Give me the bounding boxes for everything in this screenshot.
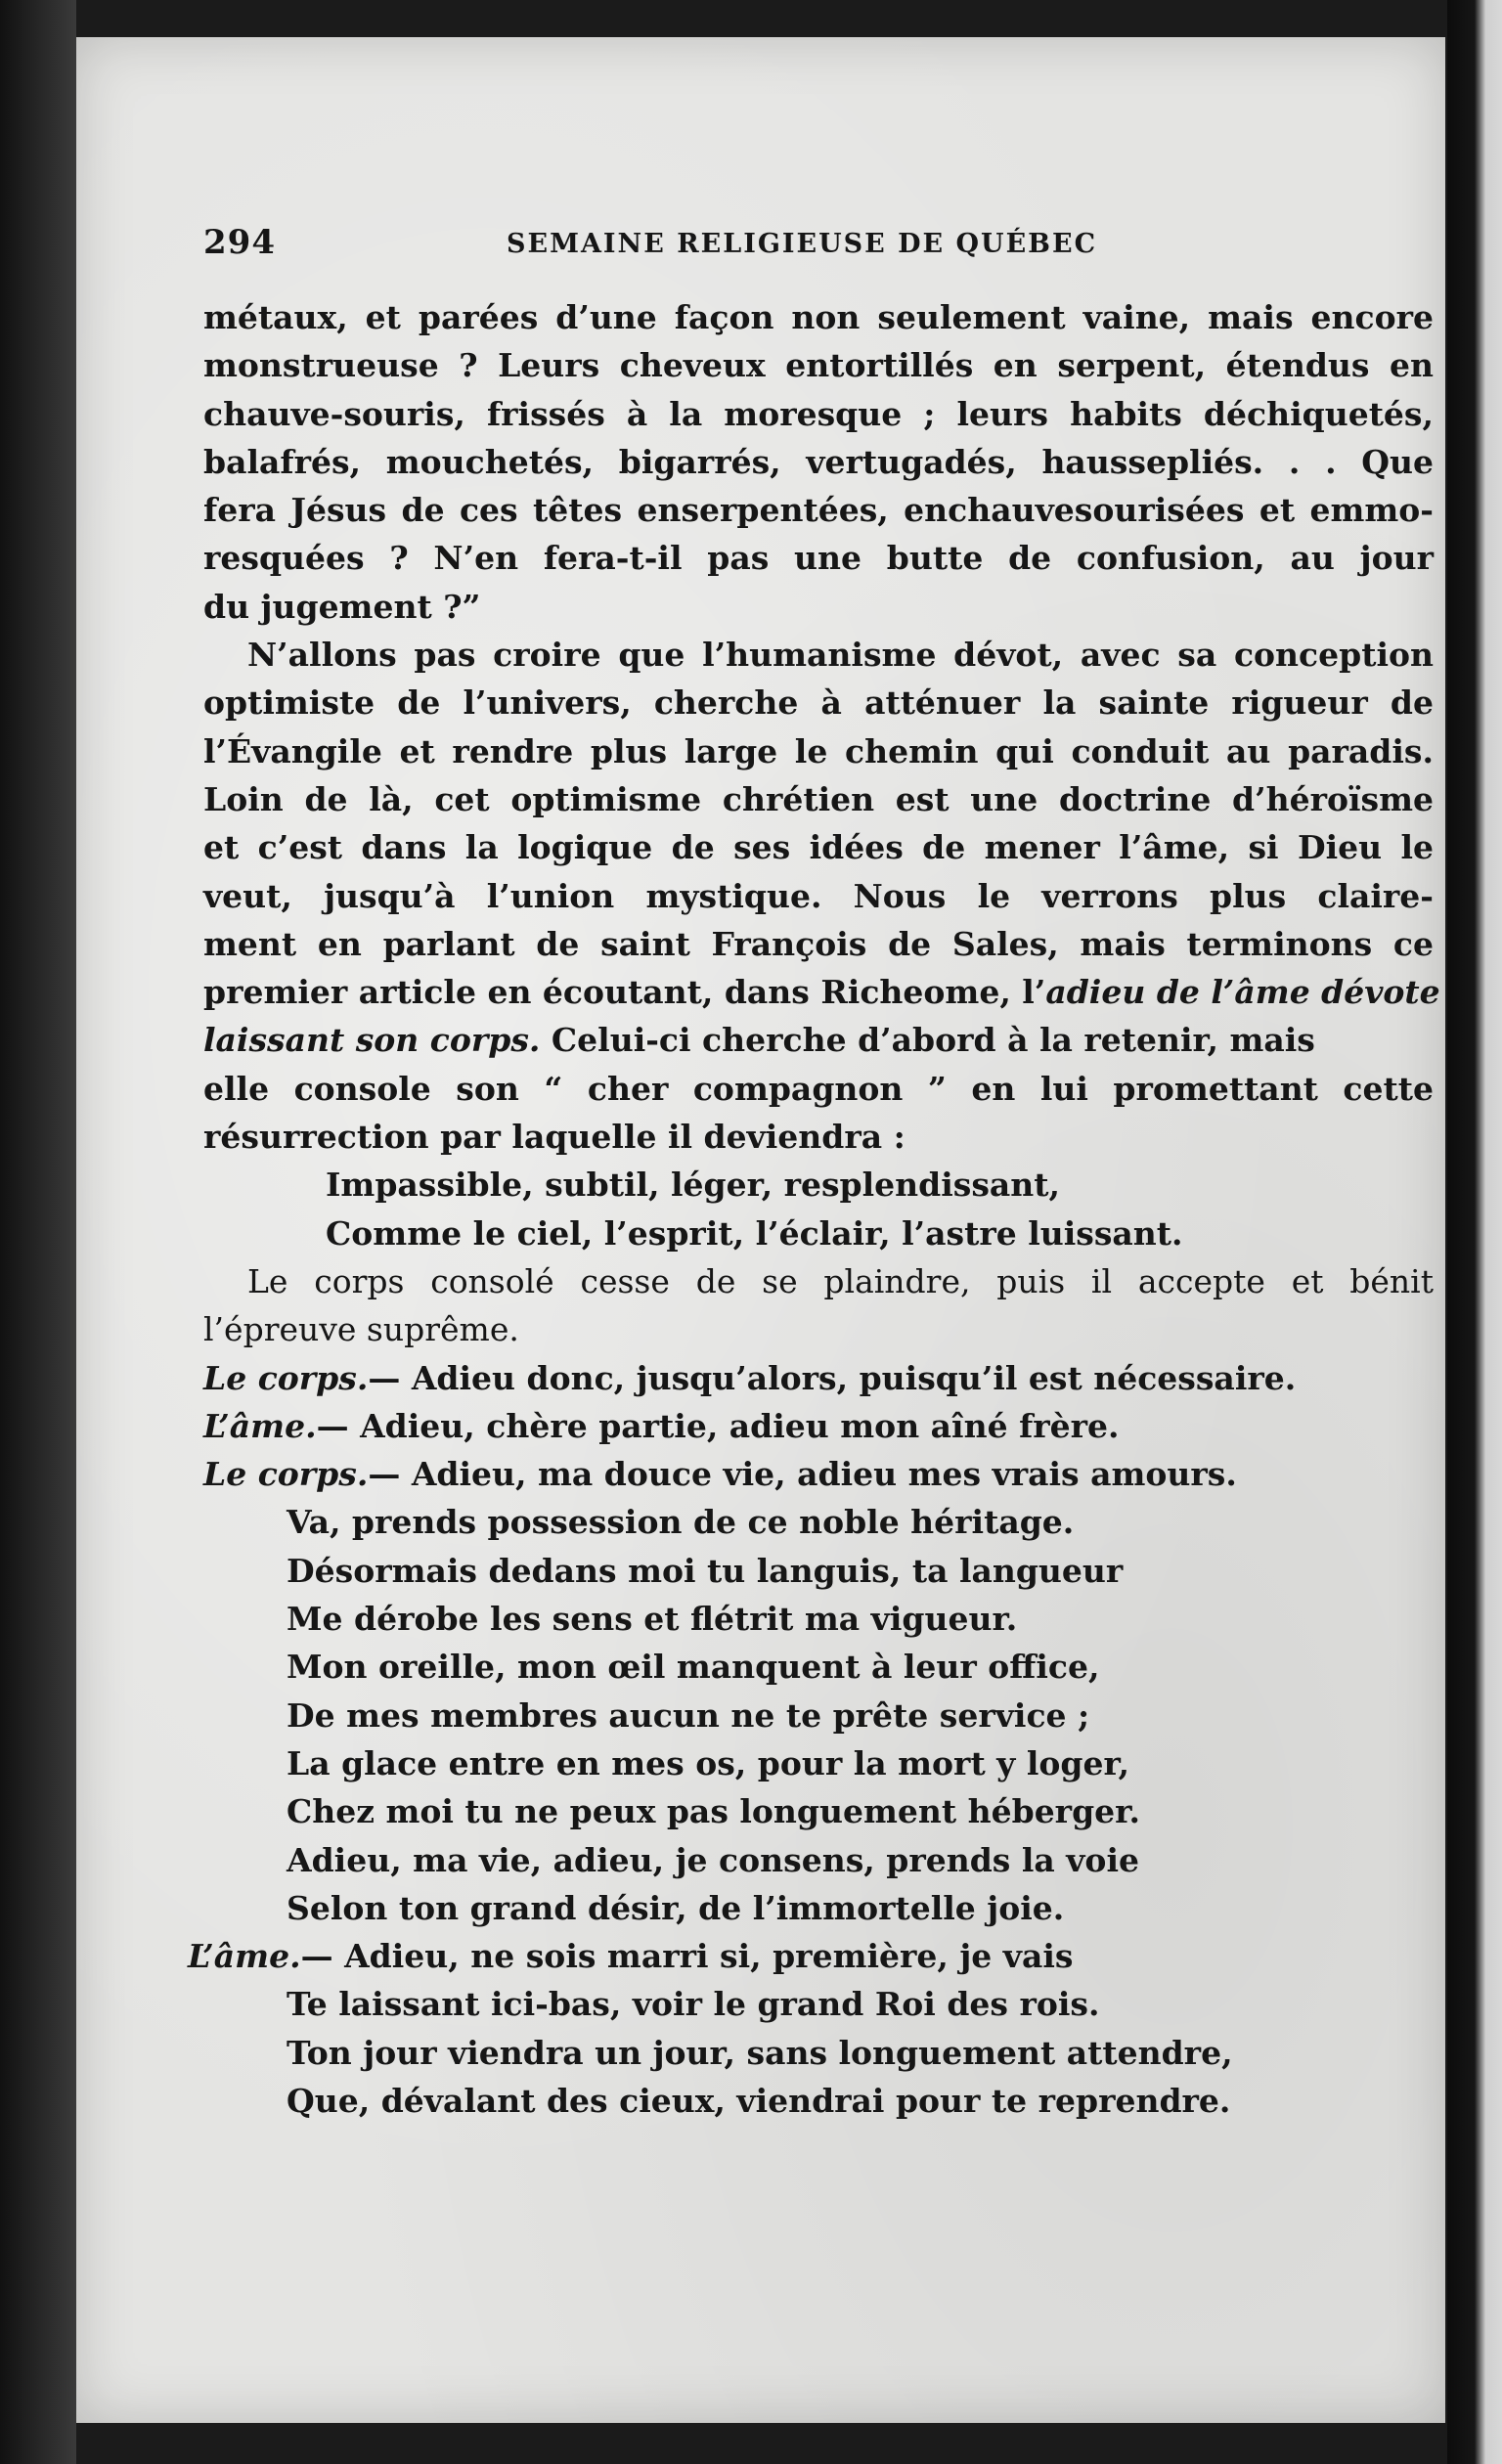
dialogue-text: — Adieu, ma douce vie, adieu mes vrais amours. [368, 1455, 1237, 1494]
verse-line: Que, dévalant des cieux, viendrai pour te reprendre. [287, 2081, 1231, 2120]
speaker-label: L’âme. [188, 1937, 301, 1976]
dialogue-text: — Adieu, chère partie, adieu mon aîné frère. [316, 1406, 1120, 1445]
text-line: optimiste de l’univers, cherche à atténuer la sainte rigueur de [203, 683, 1434, 723]
dialogue-text: — Adieu, ne sois marri si, première, je vais [300, 1937, 1074, 1976]
verse-line: Va, prends possession de ce noble héritage. [287, 1503, 1075, 1542]
verse-line: De mes membres aucun ne te prête service ; [287, 1695, 1090, 1735]
verse-line: Ton jour viendra un jour, sans longuement attendre, [287, 2033, 1233, 2072]
running-head [203, 223, 1181, 272]
text-segment: Celui-ci cherche d’abord à la retenir, mais [540, 1021, 1315, 1060]
dialogue-line [203, 1450, 1434, 1498]
text-line: elle console son “ cher compagnon ” en lui promettant cette [203, 1069, 1434, 1108]
body-text [188, 293, 1440, 2125]
text-line [203, 968, 1440, 1016]
text-line: du jugement ?” [203, 587, 481, 626]
scan-border-left [0, 0, 76, 2464]
text-line: N’allons pas croire que l’humanisme dévot, avec sa conception [247, 636, 1434, 675]
verse-line: Chez moi tu ne peux pas longuement héberger. [287, 1792, 1140, 1831]
verse-line: La glace entre en mes os, pour la mort y loger, [287, 1743, 1129, 1782]
verse-line: Mon oreille, mon œil manquent à leur office, [287, 1648, 1100, 1687]
text-line: chauve-souris, frissés à la moresque ; leurs habits déchiquetés, [203, 394, 1434, 433]
dialogue-text: — Adieu donc, jusqu’alors, puisqu’il est nécessaire. [368, 1358, 1297, 1397]
verse-line: Impassible, subtil, léger, resplendissant, [326, 1166, 1061, 1205]
speaker-label: Le corps. [203, 1455, 369, 1494]
verse-line: Comme le ciel, l’esprit, l’éclair, l’astre luissant. [326, 1213, 1183, 1253]
dialogue-line [203, 1354, 1434, 1402]
verse-line: Me dérobe les sens et flétrit ma vigueur. [287, 1600, 1018, 1639]
scan-border-right [1447, 0, 1502, 2464]
verse-line: Adieu, ma vie, adieu, je consens, prends la voie [287, 1840, 1139, 1879]
dialogue-line [203, 1402, 1434, 1450]
verse-line: Te laissant ici-bas, voir le grand Roi des rois. [287, 1985, 1100, 2024]
journal-title: SEMAINE RELIGIEUSE DE QUÉBEC [507, 229, 1098, 259]
text-line: Le corps consolé cesse de se plaindre, puis il accepte et bénit [247, 1261, 1434, 1300]
page-number: 294 [203, 223, 276, 262]
text-line: veut, jusqu’à l’union mystique. Nous le verrons plus claire- [203, 876, 1434, 915]
text-line: l’Évangile et rendre plus large le chemin qui conduit au paradis. [203, 731, 1434, 770]
verse-line: Désormais dedans moi tu languis, ta langueur [287, 1551, 1124, 1590]
verse-line: Selon ton grand désir, de l’immortelle joie. [287, 1888, 1065, 1927]
text-line: resquées ? N’en fera-t-il pas une butte de confusion, au jour [203, 539, 1434, 578]
text-line: métaux, et parées d’une façon non seulement vaine, mais encore [203, 298, 1434, 336]
text-line: fera Jésus de ces têtes enserpentées, enchauvesourisées et emmo- [203, 491, 1434, 530]
text-line: et c’est dans la logique de ses idées de mener l’âme, si Dieu le [203, 828, 1434, 867]
text-line: l’épreuve suprême. [203, 1310, 519, 1349]
dialogue-line [188, 1932, 1434, 1980]
text-line: Loin de là, cet optimisme chrétien est une doctrine d’héroïsme [203, 779, 1434, 818]
text-line: balafrés, mouchetés, bigarrés, vertugadés, haussepliés. . . Que [203, 442, 1434, 481]
text-segment: premier article en écoutant, dans Richeome, l’ [203, 973, 1046, 1012]
text-line [203, 1016, 1434, 1064]
text-line: monstrueuse ? Leurs cheveux entortillés en serpent, étendus en [203, 346, 1434, 385]
book-page [76, 37, 1445, 2423]
text-line: ment en parlant de saint François de Sales, mais terminons ce [203, 924, 1434, 963]
speaker-label: L’âme. [203, 1406, 317, 1445]
italic-title: laissant son corps. [203, 1021, 541, 1060]
text-line: résurrection par laquelle il deviendra : [203, 1118, 906, 1157]
italic-title: adieu de l’âme dévote [1045, 973, 1440, 1012]
speaker-label: Le corps. [203, 1358, 369, 1397]
